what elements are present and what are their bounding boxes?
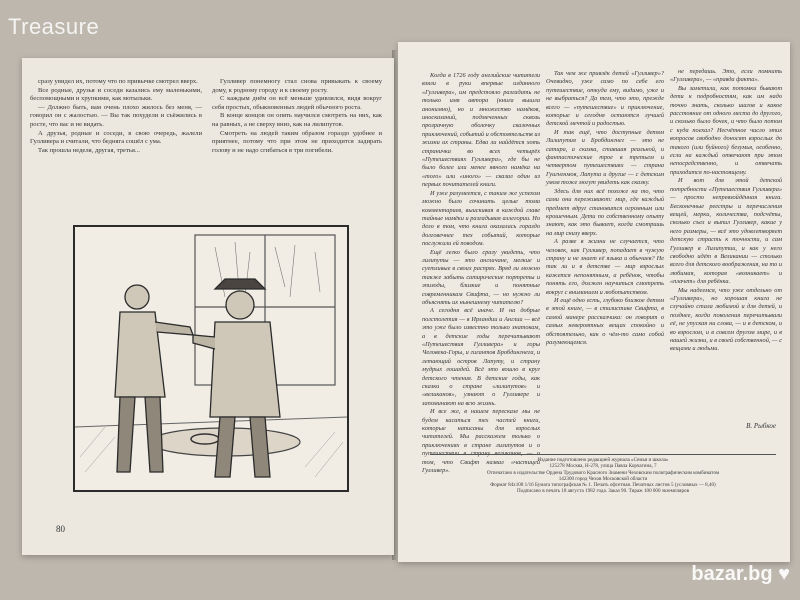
paragraph: А друзья, родные и соседи, в свою очередь, жалели Гулливера и считали, что бедняга сошёл с ума. <box>30 129 202 146</box>
paragraph: не передашь. Это, если помнить «Гулливера», — «правда факта». <box>670 68 782 84</box>
right-page-column-1 <box>422 72 540 476</box>
paragraph: Все родные, друзья и соседи казались ему маленькими, беспомощными и хрупкими, как мотыльки. <box>30 86 202 103</box>
author-signature: В. Рыбкое <box>746 422 776 430</box>
imprint-line: Подписано в печать 18 августа 1982 года. Заказ 90. Тираж 100 000 экземпляров <box>516 488 689 495</box>
paragraph: Так чем же привлёк детей «Гулливер»? Очевидно, уже само по себе его путешествие, откуда ему, видимо, уже и не выбраться? Да тем, что это, прежде всего — «путешествие» и приключение, которые и сегодня остаются лучшей детской мечтой и радостью. <box>546 70 664 128</box>
paragraph: А сегодня всё иначе. И на добрые полстолетия — в Ирландии и Англии — всё это уже было известно только знатокам, а в детские годы перечитывают «Путешествия Гулливера» и горы Человека-Горы, и гигантов Бробдингнега, и летающий остров Лапуту, и страну мудрых лошадей. Всё это вошло в круг детского чтения. В детские годы, как сказки о стране «лилипутов» и «великанов», узнают о Гулливере и запоминают на всю жизнь. <box>422 307 540 407</box>
paragraph: И все же, в нашем пересказе мы не будем касаться тех частей книги, которые написаны для взрослых читателей. Мы расскажем только о приключениях в стране лилипутов и о путешествии в страну великанов, — о том, что Свифт назвал «частицей Гулливер». <box>422 408 540 475</box>
paragraph: И вот для этой детской потребности «Путешествия Гулливера» — просто непревзойдённая книга. Бесконечные реестры и перечисления вещей, мерки, количества, подсчёты, сколько съел и выпил Гулливер, какие у него размеры, — всё это удовлетворяет детскую страсть к точности, и сам Гулливер в Лилипутии, и как у него свободно идёт в Великании — столько всего для детского воображения, на то и любимая, которая «возникает» и «плачет» для ребёнка. <box>670 177 782 286</box>
paragraph: И ещё одно есть, глубоко близкое детям в этой книге, — в стилистике Свифта, в самой манере рассказчика: он говорит о самых невероятных вещах спокойно и обстоятельно, как о чём-то само собой разумеющемся. <box>546 296 664 346</box>
publication-imprint <box>430 454 776 495</box>
bazar-logo: bazar.bg ♥ <box>691 563 790 585</box>
paragraph: Смотреть на людей таким образом гораздо удобнее и приятнее, потому что при этом не приходится задирать голову и не надо сгибаться в три погибели. <box>212 129 382 154</box>
paragraph: С каждым днём он всё меньше удивлялся, видя вокруг себя простых, обыкновенных людей обычного роста. <box>212 95 382 111</box>
imprint-line: 142300 город Чехов Московской области <box>558 475 648 482</box>
paragraph: И уже разумеется, с таким же успехом можно было сочинить целые тома комментариев, выискивая в каждой главе тайные намёки и разгадывая аллегории. Но дело в том, что книга оказалась гораздо долговечнее тех событий, которые послужили ей поводом. <box>422 189 540 248</box>
paragraph: А разве в жизни не случается, что человек, как Гулливер, попадает в чужую страну и не знает её языка и обычаев? Не так ли и в детстве — мир взрослых кажется непонятным, а ребёнок, чтобы понять его, должен научиться смотреть вокруг с вниманием и любопытством. <box>546 238 664 296</box>
imprint-line: 125278 Москва, Н-278, улица Павла Корчагина, 7 <box>549 463 657 470</box>
paragraph: Здесь для них всё похоже на то, что сами они переживают: мир, где каждый предмет вдруг становится огромным или крошечным. Дети по собственному опыту знают, как это бывает, когда смотришь на мир снизу вверх. <box>546 187 664 237</box>
heart-icon: ♥ <box>778 563 790 585</box>
paragraph: Ещё легко было сразу увидеть, что лилипуты — это англичане, мелкие и суетливые в своих распрях. Вряд ли можно также забыть сатирические портреты и эпизоды, близкие и понятные современникам Свифта, — но нужно ли объяснять их нынешнему читателю? <box>422 248 540 306</box>
paragraph: Гулливер понемногу стал снова привыкать к своему дому, к родному городу и к своему росту. <box>212 78 382 94</box>
paragraph: И так ещё, что доступные детям Лилипутия и Бробдингнег — это не сатира, а сказка, ставшая реальной, и фантастические трое в третьем и четвертом путешествиях — страна Гуигнгнмов, Лапута и другие — с детским умом тоже могут увидеть как сказку. <box>546 128 664 187</box>
illustration-drawing <box>75 227 347 490</box>
imprint-line: Формат 84х108 1/16 Бумага типографская № 1. Печать офсетная. Печатных листов 5 (условных — 8,40) <box>490 482 716 489</box>
imprint-line: Издание подготовлено редакцией журнала «Семья и школа» <box>537 457 669 463</box>
illustration-gulliver-and-family <box>73 225 349 492</box>
page-number: 80 <box>56 524 65 534</box>
paragraph: Мы надеемся, что уже отдельно от «Гулливера», но хорошая книга не случайно стала любимой и для детей, и позднее, когда поколения перечитывали её, не упуская ни слова, — и в детском, и во взрослом, и в совсем другом мире, и в нашей жизни, и в своей собственной, — с вещами и людьми. <box>670 286 782 353</box>
right-page-column-2 <box>546 70 664 347</box>
paragraph: — Должно быть, вам очень плохо жилось без меня, — говорил он с жалостью. — Вы так похудели и съёжились в росте, что вас и не видать. <box>30 103 202 128</box>
imprint-line: Отпечатано в издательстве Ордена Трудового Красного Знамени Чеховским полиграфическим комбинатом <box>486 469 720 476</box>
paragraph: Так прошла неделя, другая, третья... <box>38 146 140 154</box>
left-page-column-1 <box>30 78 202 155</box>
watermark-text: Treasure <box>8 14 100 39</box>
right-page-column-3 <box>670 68 782 354</box>
paragraph: сразу увидел их, потому что по привычке смотрел вверх. <box>38 78 198 85</box>
paragraph: Когда в 1726 году английские читатели взяли в руки впервые изданного «Гулливера», им предстояло разгадать не только имя автора (книга вышла анонимно), но и множество намёков, иносказаний, подмеченных сквозь прозрачную оболочку сказочных приключений, событий и обстоятельств из жизни их страны. Едва ли найдётся хоть страничка во всех четырёх «Путешествиях Гулливера», где бы не было более или менее явного намёка на «того» или «иного» — сказал один из первых почитателей книги. <box>422 72 540 189</box>
paragraph: В конце концов он опять научился смотреть на них, как на равных, а не сверху вниз, как на лилипутов. <box>212 112 382 128</box>
paragraph: Вы заметили, как потомки бывают дети к подробностям, как им надо точно знать, сколько шагов и какое расстояние от одного места до другого, и сколько было бочек, и что было потом с куда поехал? Несчётное число этих вопросов свободно доносят взрослых до такого (или буйного) безумья, особенно, если на каждый отвечают при этом непосредственно, и отвечать приходится по-настоящему. <box>670 84 782 176</box>
left-page-column-2 <box>212 78 382 155</box>
